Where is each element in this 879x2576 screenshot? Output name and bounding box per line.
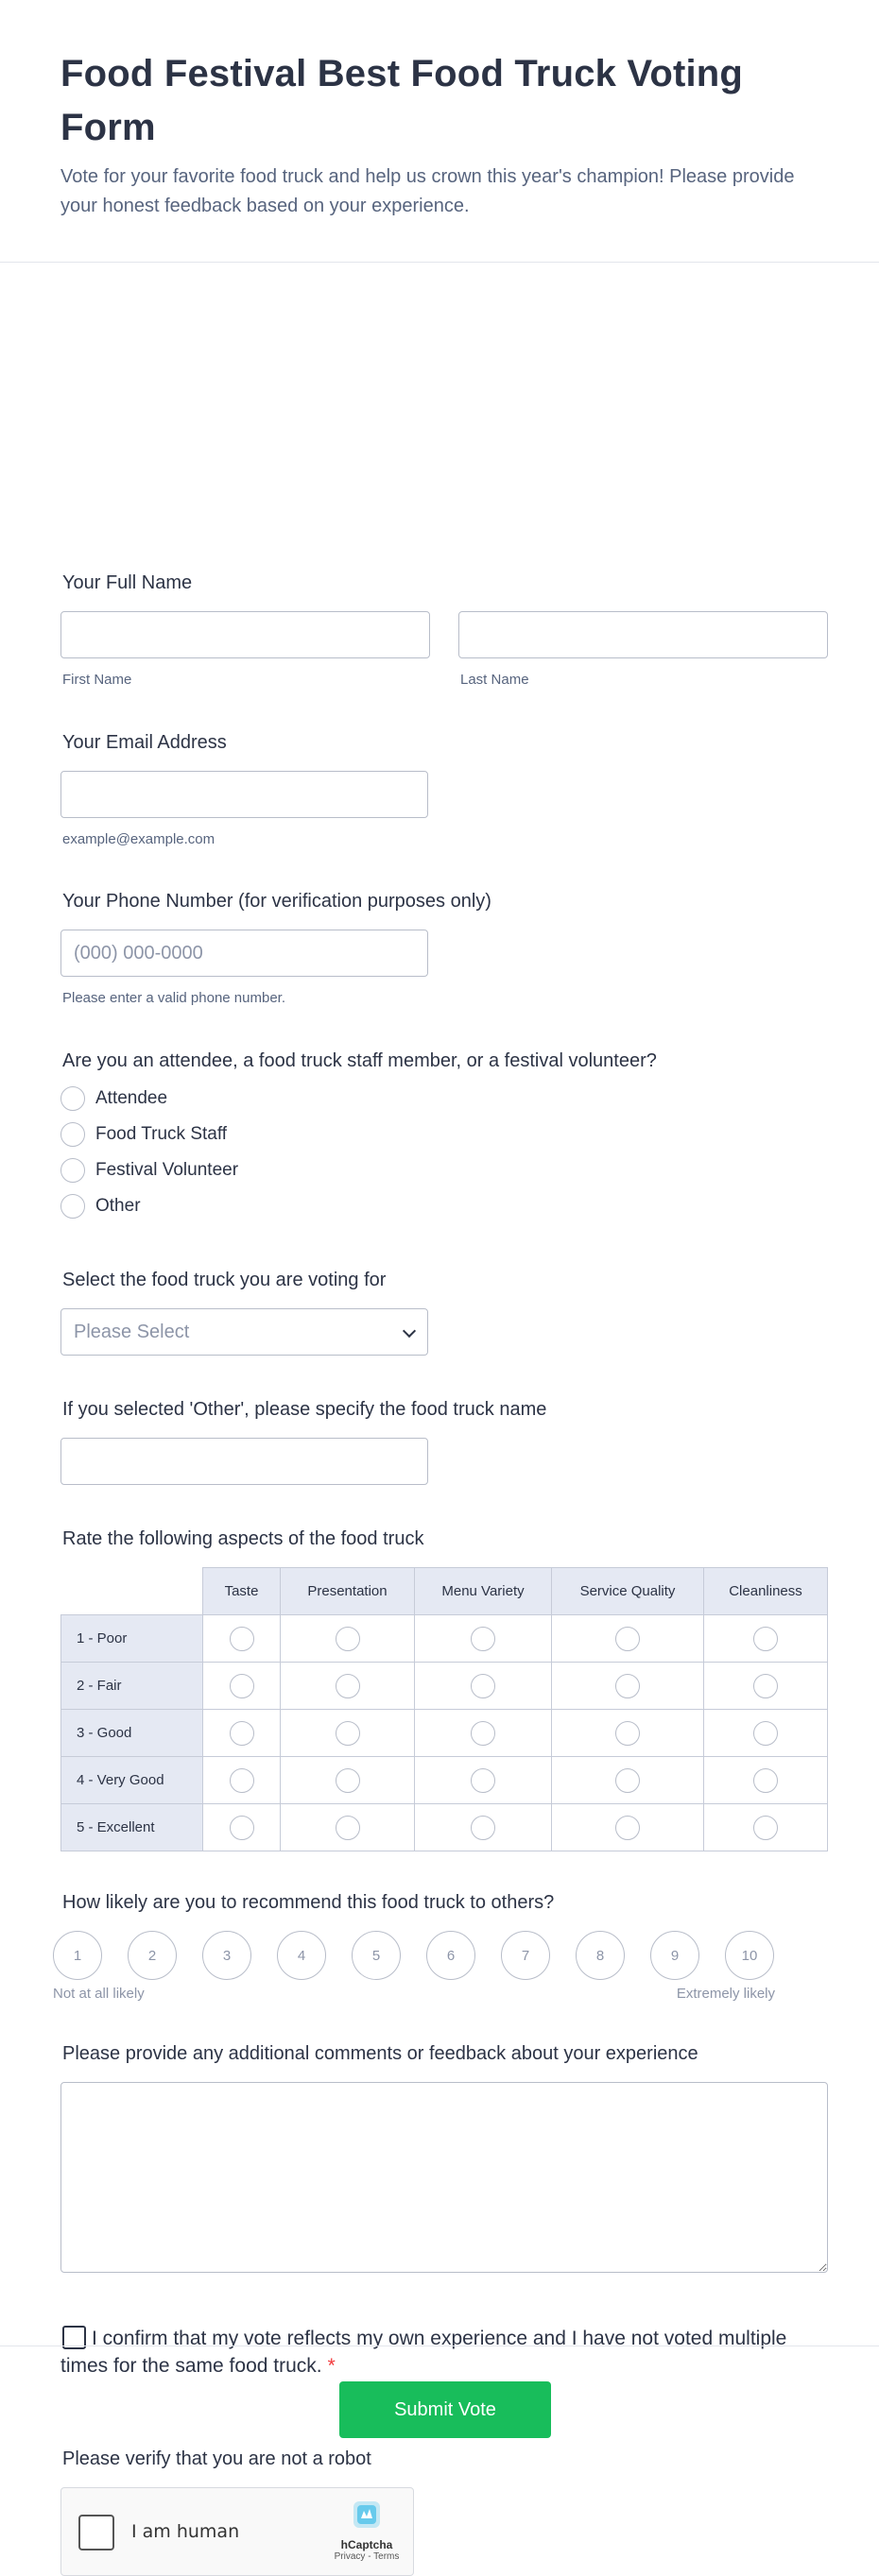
matrix-col-presentation: Presentation bbox=[281, 1568, 415, 1615]
matrix-col-service-quality: Service Quality bbox=[552, 1568, 704, 1615]
table-row bbox=[61, 1615, 828, 1663]
scale-option-5[interactable]: 5 bbox=[352, 1931, 401, 1980]
radio-icon[interactable] bbox=[230, 1816, 254, 1840]
matrix-row-label: 2 - Fair bbox=[61, 1663, 203, 1710]
matrix-row-label: 3 - Good bbox=[61, 1710, 203, 1757]
radio-icon[interactable] bbox=[230, 1674, 254, 1698]
matrix-row-label: 5 - Excellent bbox=[61, 1804, 203, 1851]
radio-icon[interactable] bbox=[615, 1768, 640, 1793]
scale-option-3[interactable]: 3 bbox=[202, 1931, 251, 1980]
form-description: Vote for your favorite food truck and help us crown this year's champion! Please provide your honest feedback based on your experience. bbox=[60, 166, 795, 216]
full-name-label: Your Full Name bbox=[62, 572, 193, 593]
scale-option-8[interactable]: 8 bbox=[576, 1931, 625, 1980]
truck-label: Select the food truck you are voting for bbox=[62, 1270, 387, 1290]
first-name-sublabel: First Name bbox=[62, 672, 132, 688]
form-footer bbox=[0, 2346, 879, 2483]
rating-matrix bbox=[60, 1567, 828, 1851]
matrix-row-label: 4 - Very Good bbox=[61, 1757, 203, 1804]
phone-question bbox=[60, 889, 828, 1006]
confirm-text: I confirm that my vote reflects my own experience and I have not voted multiple times for the same food truck. bbox=[60, 2328, 787, 2377]
radio-icon[interactable] bbox=[60, 1122, 85, 1147]
radio-icon[interactable] bbox=[753, 1816, 778, 1840]
radio-icon[interactable] bbox=[615, 1721, 640, 1746]
radio-icon[interactable] bbox=[60, 1086, 85, 1111]
role-option-other[interactable]: Other bbox=[60, 1188, 828, 1224]
table-row bbox=[61, 1663, 828, 1710]
scale-high-label: Extremely likely bbox=[676, 1986, 775, 2002]
captcha-checkbox-text: I am human bbox=[131, 2521, 240, 2542]
email-label: Your Email Address bbox=[62, 732, 227, 753]
role-label: Are you an attendee, a food truck staff member, or a festival volunteer? bbox=[62, 1050, 657, 1071]
comments-label: Please provide any additional comments or feedback about your experience bbox=[62, 2043, 698, 2064]
radio-icon[interactable] bbox=[336, 1816, 360, 1840]
last-name-sublabel: Last Name bbox=[460, 672, 529, 688]
radio-icon[interactable] bbox=[471, 1627, 495, 1651]
radio-icon[interactable] bbox=[336, 1674, 360, 1698]
truck-select[interactable] bbox=[60, 1308, 428, 1356]
scale-end-labels bbox=[53, 1986, 775, 2002]
radio-icon[interactable] bbox=[615, 1674, 640, 1698]
table-row bbox=[61, 1757, 828, 1804]
email-question bbox=[60, 730, 828, 847]
role-option-food-truck-staff[interactable]: Food Truck Staff bbox=[60, 1117, 828, 1152]
recommend-question bbox=[53, 1890, 820, 2002]
scale-low-label: Not at all likely bbox=[53, 1986, 145, 2002]
radio-icon[interactable] bbox=[336, 1768, 360, 1793]
phone-sublabel: Please enter a valid phone number. bbox=[62, 990, 285, 1006]
scale-option-6[interactable]: 6 bbox=[426, 1931, 475, 1980]
table-row bbox=[61, 1804, 828, 1851]
scale-option-2[interactable]: 2 bbox=[128, 1931, 177, 1980]
other-truck-question bbox=[60, 1397, 828, 1485]
captcha-links[interactable]: Privacy - Terms bbox=[334, 2551, 400, 2562]
truck-question bbox=[60, 1268, 828, 1356]
phone-input[interactable] bbox=[60, 930, 428, 977]
radio-icon[interactable] bbox=[471, 1674, 495, 1698]
radio-icon[interactable] bbox=[471, 1816, 495, 1840]
radio-icon[interactable] bbox=[753, 1721, 778, 1746]
role-option-attendee[interactable]: Attendee bbox=[60, 1081, 828, 1117]
captcha-widget bbox=[60, 2487, 414, 2576]
radio-icon[interactable] bbox=[753, 1627, 778, 1651]
role-question bbox=[60, 1049, 828, 1224]
rating-matrix-label: Rate the following aspects of the food truck bbox=[62, 1528, 424, 1549]
submit-vote-button[interactable]: Submit Vote bbox=[339, 2381, 551, 2438]
recommend-scale bbox=[53, 1931, 820, 1980]
scale-option-1[interactable]: 1 bbox=[53, 1931, 102, 1980]
last-name-input[interactable] bbox=[458, 611, 828, 658]
captcha-label: Please verify that you are not a robot bbox=[62, 2448, 371, 2469]
captcha-brand: hCaptcha bbox=[340, 2538, 393, 2551]
recommend-label: How likely are you to recommend this food truck to others? bbox=[62, 1892, 555, 1913]
scale-option-4[interactable]: 4 bbox=[277, 1931, 326, 1980]
radio-icon[interactable] bbox=[471, 1721, 495, 1746]
radio-icon[interactable] bbox=[60, 1194, 85, 1219]
phone-label: Your Phone Number (for verification purposes only) bbox=[62, 891, 491, 912]
radio-icon[interactable] bbox=[230, 1627, 254, 1651]
matrix-col-menu-variety: Menu Variety bbox=[415, 1568, 552, 1615]
captcha-logo bbox=[334, 2498, 400, 2562]
email-sublabel: example@example.com bbox=[62, 831, 215, 847]
first-name-input[interactable] bbox=[60, 611, 430, 658]
full-name-question bbox=[60, 571, 828, 688]
role-option-festival-volunteer[interactable]: Festival Volunteer bbox=[60, 1152, 828, 1188]
radio-icon[interactable] bbox=[471, 1768, 495, 1793]
matrix-col-taste: Taste bbox=[203, 1568, 281, 1615]
scale-option-7[interactable]: 7 bbox=[501, 1931, 550, 1980]
form-title: Food Festival Best Food Truck Voting Form bbox=[60, 53, 744, 148]
required-mark: * bbox=[327, 2355, 336, 2377]
hcaptcha-icon bbox=[350, 2498, 384, 2532]
table-row bbox=[61, 1710, 828, 1757]
radio-icon[interactable] bbox=[336, 1627, 360, 1651]
form-header bbox=[0, 0, 879, 263]
radio-icon[interactable] bbox=[336, 1721, 360, 1746]
radio-icon[interactable] bbox=[60, 1158, 85, 1183]
radio-icon[interactable] bbox=[753, 1768, 778, 1793]
scale-option-9[interactable]: 9 bbox=[650, 1931, 699, 1980]
radio-icon[interactable] bbox=[230, 1768, 254, 1793]
matrix-row-label: 1 - Poor bbox=[61, 1615, 203, 1663]
email-input[interactable] bbox=[60, 771, 428, 818]
radio-icon[interactable] bbox=[230, 1721, 254, 1746]
comments-question bbox=[60, 2041, 828, 2273]
radio-icon[interactable] bbox=[753, 1674, 778, 1698]
captcha-checkbox[interactable] bbox=[78, 2515, 114, 2550]
matrix-corner bbox=[61, 1568, 203, 1615]
phone-placeholder: (000) 000-0000 bbox=[74, 943, 203, 964]
scale-option-10[interactable]: 10 bbox=[725, 1931, 774, 1980]
truck-select-value: Please Select bbox=[74, 1322, 190, 1342]
matrix-col-cleanliness: Cleanliness bbox=[704, 1568, 828, 1615]
other-truck-label: If you selected 'Other', please specify the food truck name bbox=[62, 1399, 547, 1420]
radio-icon[interactable] bbox=[615, 1627, 640, 1651]
rating-matrix-question bbox=[60, 1527, 828, 1851]
radio-icon[interactable] bbox=[615, 1816, 640, 1840]
other-truck-input[interactable] bbox=[60, 1438, 428, 1485]
comments-textarea[interactable] bbox=[60, 2082, 828, 2273]
